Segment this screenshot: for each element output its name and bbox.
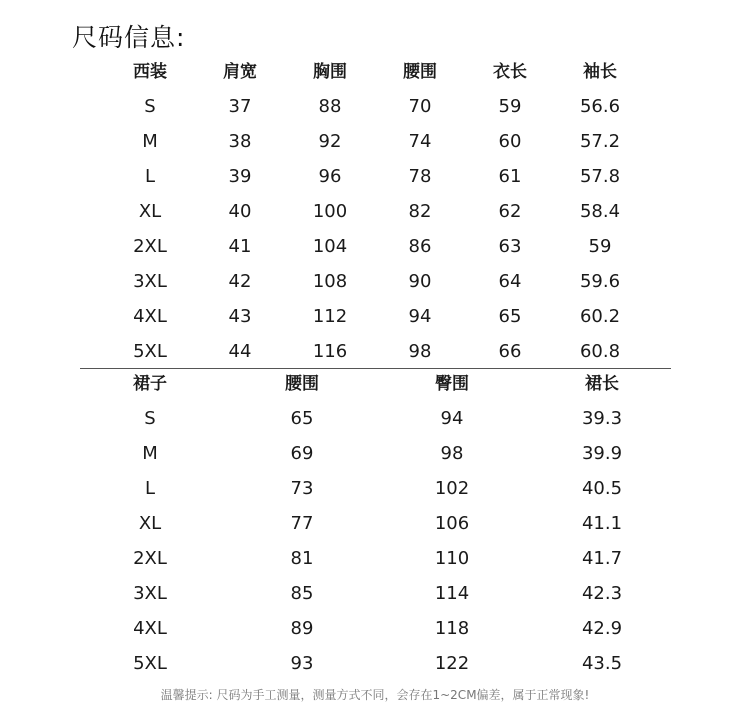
table-cell: 64 bbox=[498, 271, 522, 292]
table-cell: 70 bbox=[408, 96, 432, 117]
table-cell: 89 bbox=[290, 618, 314, 639]
table-cell: 39 bbox=[228, 166, 252, 187]
table-cell: 40 bbox=[228, 201, 252, 222]
table-cell: 65 bbox=[498, 306, 522, 327]
table-cell: 98 bbox=[408, 341, 432, 362]
table-cell: 114 bbox=[434, 583, 470, 604]
table-cell: 94 bbox=[440, 408, 464, 429]
table-cell: 39.9 bbox=[581, 443, 623, 464]
size-label: M bbox=[142, 443, 158, 464]
table-cell: 86 bbox=[408, 236, 432, 257]
size-label: 4XL bbox=[133, 618, 167, 639]
table-cell: 94 bbox=[408, 306, 432, 327]
column-header: 袖长 bbox=[583, 62, 617, 82]
size-label: 4XL bbox=[133, 306, 167, 327]
table-cell: 40.5 bbox=[581, 478, 623, 499]
size-label: 2XL bbox=[133, 548, 167, 569]
table-cell: 108 bbox=[312, 271, 348, 292]
table-cell: 102 bbox=[434, 478, 470, 499]
size-label: M bbox=[142, 131, 158, 152]
table-cell: 98 bbox=[440, 443, 464, 464]
table-divider bbox=[80, 368, 671, 369]
table-cell: 42.9 bbox=[581, 618, 623, 639]
size-label: L bbox=[144, 166, 156, 187]
table-cell: 66 bbox=[498, 341, 522, 362]
table-cell: 112 bbox=[312, 306, 348, 327]
column-header: 腰围 bbox=[285, 374, 319, 394]
table-cell: 93 bbox=[290, 653, 314, 674]
table-cell: 96 bbox=[318, 166, 342, 187]
size-label: L bbox=[144, 478, 156, 499]
table-cell: 59 bbox=[588, 236, 612, 257]
table-cell: 122 bbox=[434, 653, 470, 674]
table-cell: 62 bbox=[498, 201, 522, 222]
table-cell: 73 bbox=[290, 478, 314, 499]
table-cell: 88 bbox=[318, 96, 342, 117]
table-cell: 44 bbox=[228, 341, 252, 362]
size-label: 5XL bbox=[133, 341, 167, 362]
table-cell: 65 bbox=[290, 408, 314, 429]
size-label: 3XL bbox=[133, 583, 167, 604]
table-cell: 82 bbox=[408, 201, 432, 222]
table-cell: 38 bbox=[228, 131, 252, 152]
column-header: 腰围 bbox=[403, 62, 437, 82]
column-header: 臀围 bbox=[435, 374, 469, 394]
table-cell: 92 bbox=[318, 131, 342, 152]
table-cell: 43 bbox=[228, 306, 252, 327]
size-label: XL bbox=[138, 201, 162, 222]
table-cell: 90 bbox=[408, 271, 432, 292]
table-cell: 69 bbox=[290, 443, 314, 464]
column-header: 肩宽 bbox=[223, 62, 257, 82]
table-cell: 41.7 bbox=[581, 548, 623, 569]
table-cell: 37 bbox=[228, 96, 252, 117]
table-cell: 78 bbox=[408, 166, 432, 187]
table-cell: 59.6 bbox=[579, 271, 621, 292]
size-label: S bbox=[144, 96, 156, 117]
table-cell: 100 bbox=[312, 201, 348, 222]
column-header: 裙长 bbox=[585, 374, 619, 394]
column-header: 胸围 bbox=[313, 62, 347, 82]
size-label: 5XL bbox=[133, 653, 167, 674]
table-cell: 57.2 bbox=[579, 131, 621, 152]
table-cell: 41 bbox=[228, 236, 252, 257]
table-cell: 85 bbox=[290, 583, 314, 604]
table-cell: 57.8 bbox=[579, 166, 621, 187]
table-cell: 58.4 bbox=[579, 201, 621, 222]
table-cell: 43.5 bbox=[581, 653, 623, 674]
table-cell: 42.3 bbox=[581, 583, 623, 604]
table-cell: 106 bbox=[434, 513, 470, 534]
table-cell: 74 bbox=[408, 131, 432, 152]
table-cell: 60.2 bbox=[579, 306, 621, 327]
size-label: 3XL bbox=[133, 271, 167, 292]
table-cell: 104 bbox=[312, 236, 348, 257]
column-header: 衣长 bbox=[493, 62, 527, 82]
table-cell: 77 bbox=[290, 513, 314, 534]
table-cell: 42 bbox=[228, 271, 252, 292]
table-cell: 39.3 bbox=[581, 408, 623, 429]
page-title: 尺码信息: bbox=[72, 23, 186, 52]
measurement-note: 温馨提示: 尺码为手工测量，测量方式不同，会存在1~2CM偏差，属于正常现象! bbox=[160, 688, 590, 702]
column-header: 裙子 bbox=[133, 374, 167, 394]
table-cell: 63 bbox=[498, 236, 522, 257]
table-cell: 60.8 bbox=[579, 341, 621, 362]
table-cell: 59 bbox=[498, 96, 522, 117]
size-label: S bbox=[144, 408, 156, 429]
column-header: 西装 bbox=[133, 62, 167, 82]
table-cell: 60 bbox=[498, 131, 522, 152]
table-cell: 118 bbox=[434, 618, 470, 639]
table-cell: 61 bbox=[498, 166, 522, 187]
table-cell: 81 bbox=[290, 548, 314, 569]
table-cell: 110 bbox=[434, 548, 470, 569]
table-cell: 116 bbox=[312, 341, 348, 362]
size-label: 2XL bbox=[133, 236, 167, 257]
table-cell: 56.6 bbox=[579, 96, 621, 117]
table-cell: 41.1 bbox=[581, 513, 623, 534]
size-label: XL bbox=[138, 513, 162, 534]
